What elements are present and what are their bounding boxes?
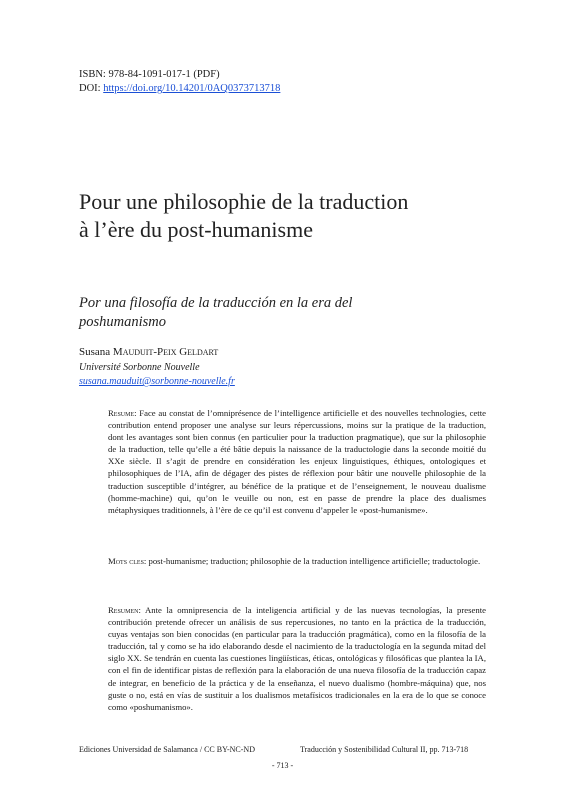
abstract-spanish-label: Resumen [108, 605, 139, 615]
doi-label: DOI: [79, 83, 104, 94]
article-subtitle: Por una filosofía de la traducción en la era del poshumanismo [79, 295, 353, 330]
keywords-french [108, 555, 486, 567]
author-email-link[interactable]: susana.mauduit@sorbonne-nouvelle.fr [79, 376, 235, 387]
page-number: - 713 - [271, 761, 294, 770]
footer-journal: Traducción y Sostenibilidad Cultural II, pp. 713-718 [300, 745, 469, 754]
abstract-french [108, 407, 486, 516]
author-first-name: Susana [79, 346, 113, 358]
abstract-french-label: Resume [108, 408, 135, 418]
abstract-spanish-text: : Ante la omnipresencia de la inteligencia artificial y de las nuevas tecnologías, la presente contribución pretende ofrecer un análisis de sus repercusiones, no tanto en la práctica de la traducción, cuyas ventajas son bien conocidas (en particular para la traducción pragmática), como en la filosofía de la traducción, tal y como se ha ido elaborando desde el nacimiento de la traductología en la segunda mitad del siglo XX. Se tendrán en cuenta las cuestiones lingüísticas, éticas, ontológicas y filosóficas que plantea la IA, con el fin de identificar pistas de reflexión para la elaboración de una nueva filosofía de la traducción capaz de integrar, en beneficio de la práctica y de la enseñanza, el nuevo dualismo (hombre-máquina) que, nos guste o no, está en vías de sustituir a los dualismos metafísicos tradicionales en la era de lo que se conoce como «poshumanismo». [108, 605, 486, 712]
keywords-french-text: : post-humanisme; traduction; philosophie de la traduction intelligence artificielle; traductologie. [143, 556, 481, 566]
author-affiliation: Université Sorbonne Nouvelle [79, 362, 200, 373]
article-title: Pour une philosophie de la traduction à l’ère du post-humanisme [79, 189, 409, 242]
author-last-name: Mauduit-Peix Geldart [112, 346, 219, 358]
doi-line [79, 82, 280, 96]
author-name [79, 346, 218, 358]
abstract-spanish [108, 604, 486, 713]
abstract-french-text: : Face au constat de l’omniprésence de l’intelligence artificielle et des nouvelles technologies, cette contribution entend proposer une analyse sur leurs répercussions, moins sur la pratique de la traduction, dont les avantages sont bien connus (en particulier pour la traduction pragmatique), que sur la philosophie de la traduction, telle qu’elle a été bâtie depuis la naissance de la traductologie dans la seconde moitié du XXe siècle. Il s’agit de prendre en considération les enjeux linguistiques, éthiques, ontologiques et philosophiques de l’IA, afin de dégager des pistes de réflexion pour bâtir une nouvelle philosophie de la traduction susceptible d’intégrer, au bénéfice de la pratique et de l’enseignement, le nouveau dualisme (homme-machine) qui, qu’on le veuille ou non, est en passe de prendre la place des dualismes métaphysiques traditionnels, à l’ère de ce qu’il est convenu d’appeler le «post-humanisme». [108, 408, 486, 515]
keywords-french-label: Mots cles [108, 556, 144, 566]
isbn-line: ISBN: 978-84-1091-017-1 (PDF) [79, 69, 220, 80]
footer-publisher: Ediciones Universidad de Salamanca / CC BY-NC-ND [79, 745, 255, 754]
doi-link[interactable]: https://doi.org/10.14201/0AQ0373713718 [103, 83, 281, 94]
